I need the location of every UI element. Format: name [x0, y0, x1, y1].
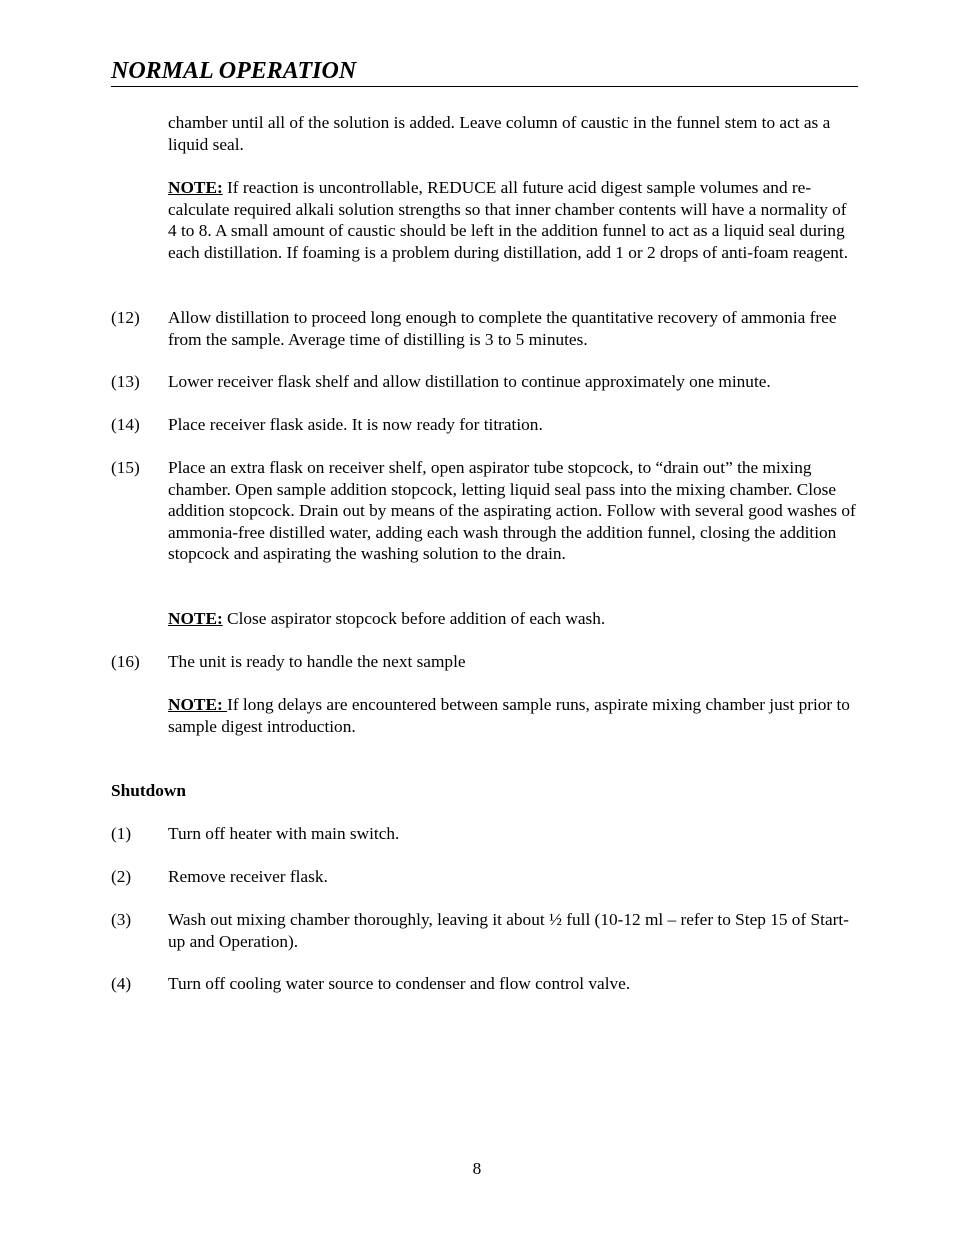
note-label: NOTE: — [168, 609, 223, 628]
shutdown-step-number: (3) — [111, 910, 132, 929]
step-text: Allow distillation to proceed long enough to complete the quantitative recovery of ammonia free from the sample. Average time of distilling is 3 to 5 minutes. — [168, 308, 837, 349]
intro-note — [168, 177, 858, 263]
step-text: Lower receiver flask shelf and allow distillation to continue approximately one minute. — [168, 372, 771, 391]
step-text: Place an extra flask on receiver shelf, open aspirator tube stopcock, to “drain out” the mixing chamber. Open sample addition stopcock, letting liquid seal pass into the mixing chamber. Close addition stopcock. Drain out by means of the aspirating action. Follow with several good washes of ammonia-free distilled water, adding each wash through the addition funnel, closing the addition stopcock and aspirating the washing solution to the drain. — [168, 458, 856, 563]
step-note — [168, 608, 858, 630]
section-heading: Shutdown — [111, 781, 186, 800]
shutdown-step-text: Remove receiver flask. — [168, 867, 328, 886]
step-number: (14) — [111, 415, 140, 434]
step-note — [168, 694, 858, 737]
shutdown-step-number: (1) — [111, 824, 132, 843]
step-text: Place receiver flask aside. It is now ready for titration. — [168, 415, 543, 434]
step-number: (12) — [111, 308, 140, 327]
note-text: Close aspirator stopcock before addition of each wash. — [222, 609, 606, 628]
page-number: 8 — [472, 1159, 482, 1178]
shutdown-step-text: Turn off cooling water source to condenser and flow control valve. — [168, 974, 631, 993]
step-number: (13) — [111, 372, 140, 391]
note-text: If reaction is uncontrollable, REDUCE all future acid digest sample volumes and re-calculate required alkali solution strengths so that inner chamber contents will have a normality of 4 to 8. A small amount of caustic should be left in the addition funnel to act as a liquid seal during each distillation. If foaming is a problem during distillation, add 1 or 2 drops of anti-foam reagent. — [168, 178, 849, 262]
note-label: NOTE: — [168, 695, 228, 714]
step-number: (16) — [111, 652, 140, 671]
page-title: NORMAL OPERATION — [111, 58, 357, 84]
intro-continuation: chamber until all of the solution is added. Leave column of caustic in the funnel stem to act as a liquid seal. — [168, 113, 831, 154]
step-number: (15) — [111, 458, 140, 477]
shutdown-step-text: Wash out mixing chamber thoroughly, leaving it about ½ full (10-12 ml – refer to Step 15 of Start-up and Operation). — [168, 910, 849, 951]
shutdown-step-number: (2) — [111, 867, 132, 886]
note-text: If long delays are encountered between sample runs, aspirate mixing chamber just prior to sample digest introduction. — [168, 695, 850, 736]
shutdown-step-number: (4) — [111, 974, 132, 993]
page-header — [111, 56, 858, 87]
note-label: NOTE: — [168, 178, 223, 197]
shutdown-step-text: Turn off heater with main switch. — [168, 824, 400, 843]
step-text: The unit is ready to handle the next sample — [168, 652, 466, 671]
